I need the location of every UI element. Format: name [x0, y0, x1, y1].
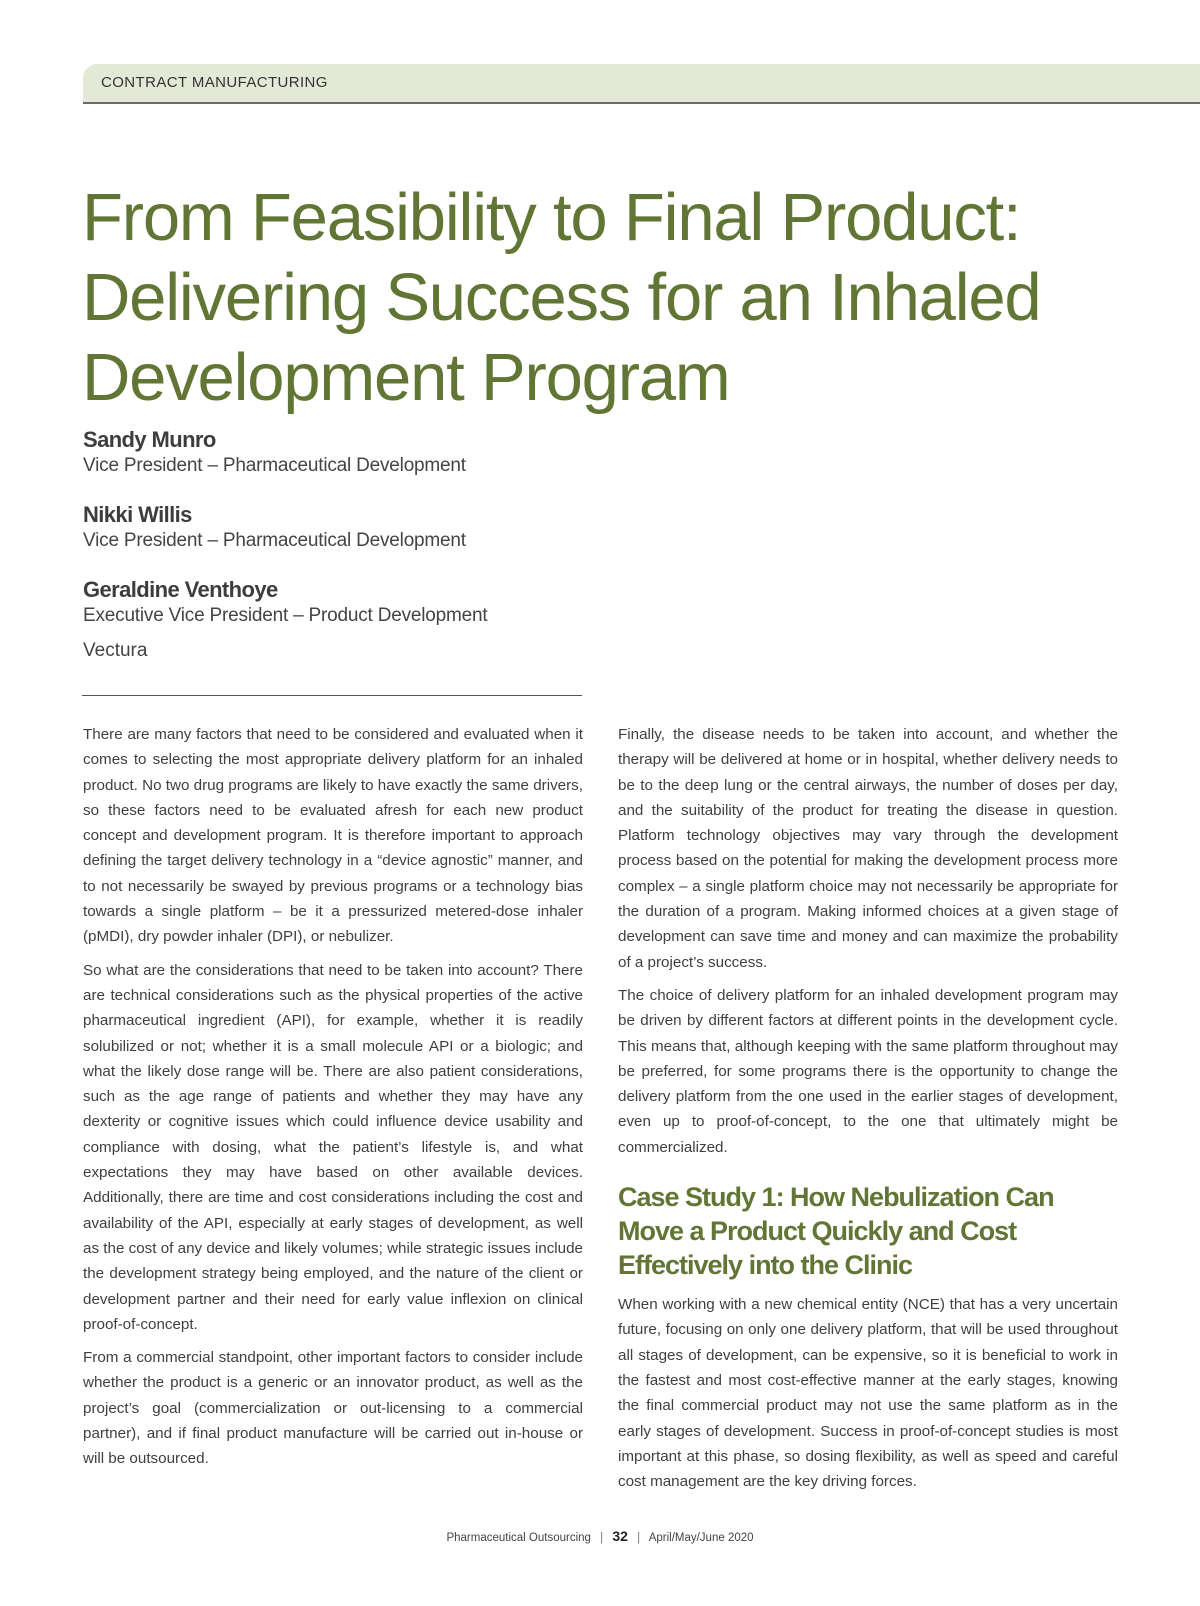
body-paragraph: Finally, the disease needs to be taken into account, and whether the therapy will be delivered at home or in hospital, whether delivery needs to be to the deep lung or the central airways, the number of doses per day, and the suitability of the product for treating the disease in question. Platform technology objectives may vary through the development process based on the potential for making the development process more complex – a single platform choice may not necessarily be appropriate for the duration of a program. Making informed choices at a given stage of development can save time and money and can maximize the probability of a project’s success.	[618, 726, 1118, 971]
body-paragraph: When working with a new chemical entity (NCE) that has a very uncertain future, focusing on only one delivery platform, that will be used throughout all stages of development, can be expensive, so it is beneficial to work in the fastest and most cost-effective manner at the early stages, knowing the final commercial product may not use the same platform as in the early stages of development. Success in proof-of-concept studies is most important at this phase, so dosing flexibility, as well as speed and careful cost management are the key driving forces.	[618, 1296, 1118, 1491]
author-name: Geraldine Venthoye	[83, 577, 278, 602]
company-name: Vectura	[83, 640, 148, 661]
title-line-3: Development Program	[82, 340, 730, 415]
publication-name: Pharmaceutical Outsourcing	[446, 1532, 591, 1544]
author-list	[83, 426, 603, 663]
issue-date: April/May/June 2020	[648, 1532, 754, 1544]
section-header-bar	[83, 64, 1200, 104]
title-line-2: Delivering Success for an Inhaled	[82, 260, 1041, 335]
author-name: Sandy Munro	[83, 427, 216, 452]
body-paragraph: There are many factors that need to be considered and evaluated when it comes to selecting the most appropriate delivery platform for an inhaled product. No two drug programs are likely to have exactly the same drivers, so these factors need to be evaluated afresh for each new product concept and development program. It is therefore important to approach defining the target delivery technology in a “device agnostic” manner, and to not necessarily be swayed by previous programs or a technology bias towards a single platform – be it a pressurized metered-dose inhaler (pMDI), dry powder inhaler (DPI), or nebulizer.	[83, 726, 583, 946]
author-role: Executive Vice President – Product Development	[83, 605, 488, 626]
body-paragraph: From a commercial standpoint, other important factors to consider include whether the product is a generic or an innovator product, as well as the project’s goal (commercialization or out-licensing to a commercial partner), and if final product manufacture will be carried out in-house or will be outsourced.	[83, 1349, 583, 1468]
body-paragraph: So what are the considerations that need to be taken into account? There are technical considerations such as the physical properties of the active pharmaceutical ingredient (API), for example, whether it is readily solubilized or not; whether it is a small molecule API or a biologic; and what the likely dose range will be. There are also patient considerations, such as the age range of patients and whether they may have any dexterity or cognitive issues which could influence device usability and compliance with dosing, what the patient’s lifestyle is, and what expectations they may have based on other available devices. Additionally, there are time and cost considerations including the cost and availability of the API, especially at early stages of development, as well as the cost of any device and likely volumes; while strategic issues include the development strategy being employed, and the nature of the client or development partner and their need for early value inflexion on clinical proof-of-concept.	[83, 961, 583, 1333]
author-role: Vice President – Pharmaceutical Development	[83, 455, 466, 476]
footer-separator: |	[600, 1532, 604, 1544]
article-title	[82, 178, 1162, 418]
section-label: CONTRACT MANUFACTURING	[101, 74, 328, 91]
author-name: Nikki Willis	[83, 502, 192, 527]
author-role: Vice President – Pharmaceutical Development	[83, 530, 466, 551]
title-line-1: From Feasibility to Final Product:	[82, 180, 1021, 255]
author-divider	[82, 695, 582, 696]
page-number: 32	[612, 1528, 628, 1544]
body-paragraph: The choice of delivery platform for an inhaled development program may be driven by different factors at different points in the development cycle. This means that, although keeping with the same platform throughout may be preferred, for some programs there is the opportunity to change the delivery platform from the one used in the earlier stages of development, even up to proof-of-concept, to the one that ultimately might be commercialized.	[618, 986, 1118, 1156]
left-column	[83, 722, 583, 1480]
right-column	[618, 722, 1118, 1502]
page-footer	[0, 1528, 1200, 1544]
footer-separator: |	[637, 1532, 641, 1544]
case-study-heading: Case Study 1: How Nebulization Can Move a Product Quickly and Cost Effectively into the Clinic	[618, 1182, 1054, 1281]
